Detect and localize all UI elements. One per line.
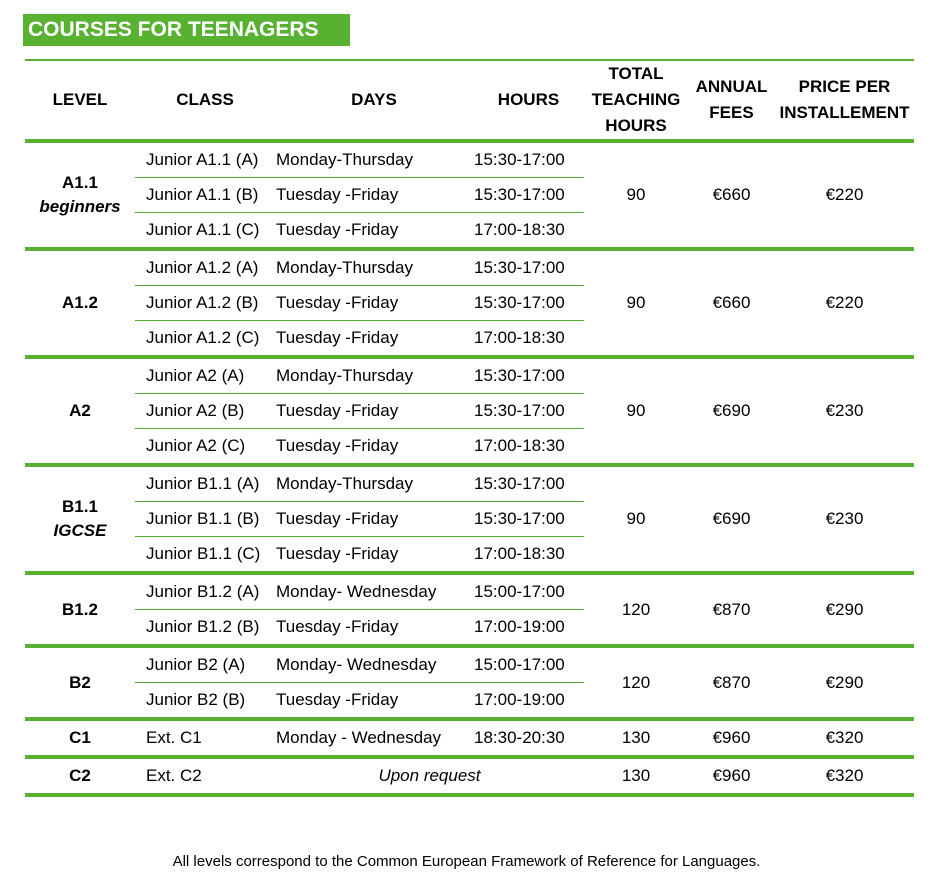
header-class: CLASS — [135, 60, 275, 141]
level-cell — [25, 757, 135, 795]
hours-cell: 15:30-17:00 — [473, 249, 584, 286]
hours-cell: 18:30-20:30 — [473, 719, 584, 757]
level-label: A1.2 — [62, 293, 98, 312]
level-label: C1 — [69, 728, 91, 747]
total-hours-cell: 90 — [584, 249, 688, 357]
courses-table — [25, 59, 914, 797]
hours-cell: 17:00-18:30 — [473, 537, 584, 574]
total-hours-cell: 130 — [584, 757, 688, 795]
header-days: DAYS — [275, 60, 473, 141]
hours-cell: 15:30-17:00 — [473, 465, 584, 502]
class-cell: Junior B1.1 (A) — [135, 465, 275, 502]
table-row — [25, 573, 914, 610]
days-cell: Monday - Wednesday — [275, 719, 473, 757]
hours-cell: 17:00-18:30 — [473, 321, 584, 358]
price-per-installement-cell: €290 — [775, 573, 914, 646]
annual-fees-cell: €960 — [688, 757, 775, 795]
class-cell: Junior A2 (A) — [135, 357, 275, 394]
annual-fees-cell: €660 — [688, 141, 775, 249]
level-cell — [25, 141, 135, 249]
days-hours-cell: Upon request — [275, 757, 584, 795]
hours-cell: 15:30-17:00 — [473, 502, 584, 537]
class-cell: Junior B2 (A) — [135, 646, 275, 683]
days-cell: Tuesday -Friday — [275, 537, 473, 574]
header-level: LEVEL — [25, 60, 135, 141]
class-cell: Junior A1.2 (C) — [135, 321, 275, 358]
level-cell — [25, 357, 135, 465]
table-row — [25, 465, 914, 502]
table-row — [25, 249, 914, 286]
hours-cell: 15:30-17:00 — [473, 286, 584, 321]
days-cell: Monday-Thursday — [275, 465, 473, 502]
level-sublabel: IGCSE — [53, 521, 107, 540]
days-cell: Tuesday -Friday — [275, 213, 473, 250]
annual-fees-cell: €870 — [688, 646, 775, 719]
level-label: B1.2 — [62, 599, 98, 619]
level-cell — [25, 249, 135, 357]
header-annual-fees — [688, 60, 775, 141]
table-row — [25, 357, 914, 394]
days-cell: Tuesday -Friday — [275, 178, 473, 213]
class-cell: Junior B2 (B) — [135, 683, 275, 720]
table-header — [25, 60, 914, 141]
table-row — [25, 646, 914, 683]
level-label: B1.1 — [62, 497, 98, 516]
level-cell — [25, 719, 135, 757]
days-cell: Monday- Wednesday — [275, 573, 473, 610]
days-cell: Monday-Thursday — [275, 357, 473, 394]
days-cell: Monday- Wednesday — [275, 646, 473, 683]
header-price-line: PRICE PER — [798, 77, 891, 96]
header-price-per-installement — [775, 60, 914, 141]
class-cell: Junior B1.2 (A) — [135, 573, 275, 610]
header-price-line: INSTALLEMENT — [779, 103, 910, 122]
days-cell: Tuesday -Friday — [275, 502, 473, 537]
price-per-installement-cell: €230 — [775, 465, 914, 573]
price-per-installement-cell: €230 — [775, 357, 914, 465]
class-cell: Junior A2 (C) — [135, 429, 275, 466]
level-cell — [25, 465, 135, 573]
class-cell: Ext. C2 — [135, 757, 275, 795]
price-per-installement-cell: €320 — [775, 757, 914, 795]
header-fees-line: FEES — [709, 103, 754, 122]
days-cell: Tuesday -Friday — [275, 286, 473, 321]
header-total-line: TOTAL — [608, 64, 664, 83]
class-cell: Junior A1.2 (B) — [135, 286, 275, 321]
table-row — [25, 757, 914, 795]
total-hours-cell: 90 — [584, 357, 688, 465]
hours-cell: 15:30-17:00 — [473, 394, 584, 429]
level-label: C2 — [69, 766, 91, 785]
price-per-installement-cell: €290 — [775, 646, 914, 719]
table-row — [25, 719, 914, 757]
header-fees-line: ANNUAL — [695, 77, 768, 96]
annual-fees-cell: €690 — [688, 465, 775, 573]
total-hours-cell: 120 — [584, 573, 688, 646]
table-body — [25, 141, 914, 795]
level-label: A1.1 — [62, 173, 98, 192]
level-cell — [25, 573, 135, 646]
price-per-installement-cell: €220 — [775, 249, 914, 357]
hours-cell: 17:00-19:00 — [473, 683, 584, 720]
class-cell: Junior B1.1 (B) — [135, 502, 275, 537]
table-row — [25, 141, 914, 178]
class-cell: Junior A1.2 (A) — [135, 249, 275, 286]
level-cell — [25, 646, 135, 719]
days-cell: Tuesday -Friday — [275, 683, 473, 720]
price-per-installement-cell: €320 — [775, 719, 914, 757]
days-cell: Monday-Thursday — [275, 141, 473, 178]
hours-cell: 15:30-17:00 — [473, 357, 584, 394]
header-total-teaching-hours — [584, 60, 688, 141]
class-cell: Ext. C1 — [135, 719, 275, 757]
hours-cell: 17:00-18:30 — [473, 213, 584, 250]
days-cell: Tuesday -Friday — [275, 394, 473, 429]
hours-cell: 15:00-17:00 — [473, 646, 584, 683]
class-cell: Junior A1.1 (A) — [135, 141, 275, 178]
total-hours-cell: 120 — [584, 646, 688, 719]
class-cell: Junior B1.2 (B) — [135, 610, 275, 647]
annual-fees-cell: €870 — [688, 573, 775, 646]
hours-cell: 17:00-18:30 — [473, 429, 584, 466]
header-total-line: HOURS — [605, 116, 667, 135]
header-total-line: TEACHING — [591, 90, 681, 109]
page-title: COURSES FOR TEENAGERS — [23, 14, 350, 46]
header-hours: HOURS — [473, 60, 584, 141]
annual-fees-cell: €960 — [688, 719, 775, 757]
hours-cell: 17:00-19:00 — [473, 610, 584, 647]
hours-cell: 15:30-17:00 — [473, 178, 584, 213]
days-cell: Tuesday -Friday — [275, 610, 473, 647]
footnote: All levels correspond to the Common European Framework of Reference for Languages. — [172, 853, 761, 870]
class-cell: Junior A1.1 (C) — [135, 213, 275, 250]
days-cell: Tuesday -Friday — [275, 321, 473, 358]
hours-cell: 15:30-17:00 — [473, 141, 584, 178]
total-hours-cell: 130 — [584, 719, 688, 757]
class-cell: Junior B1.1 (C) — [135, 537, 275, 574]
annual-fees-cell: €660 — [688, 249, 775, 357]
level-label: B2 — [69, 672, 91, 692]
class-cell: Junior A2 (B) — [135, 394, 275, 429]
total-hours-cell: 90 — [584, 465, 688, 573]
class-cell: Junior A1.1 (B) — [135, 178, 275, 213]
days-cell: Monday-Thursday — [275, 249, 473, 286]
total-hours-cell: 90 — [584, 141, 688, 249]
level-sublabel: beginners — [39, 197, 121, 216]
price-per-installement-cell: €220 — [775, 141, 914, 249]
hours-cell: 15:00-17:00 — [473, 573, 584, 610]
level-label: A2 — [69, 401, 91, 420]
days-cell: Tuesday -Friday — [275, 429, 473, 466]
annual-fees-cell: €690 — [688, 357, 775, 465]
